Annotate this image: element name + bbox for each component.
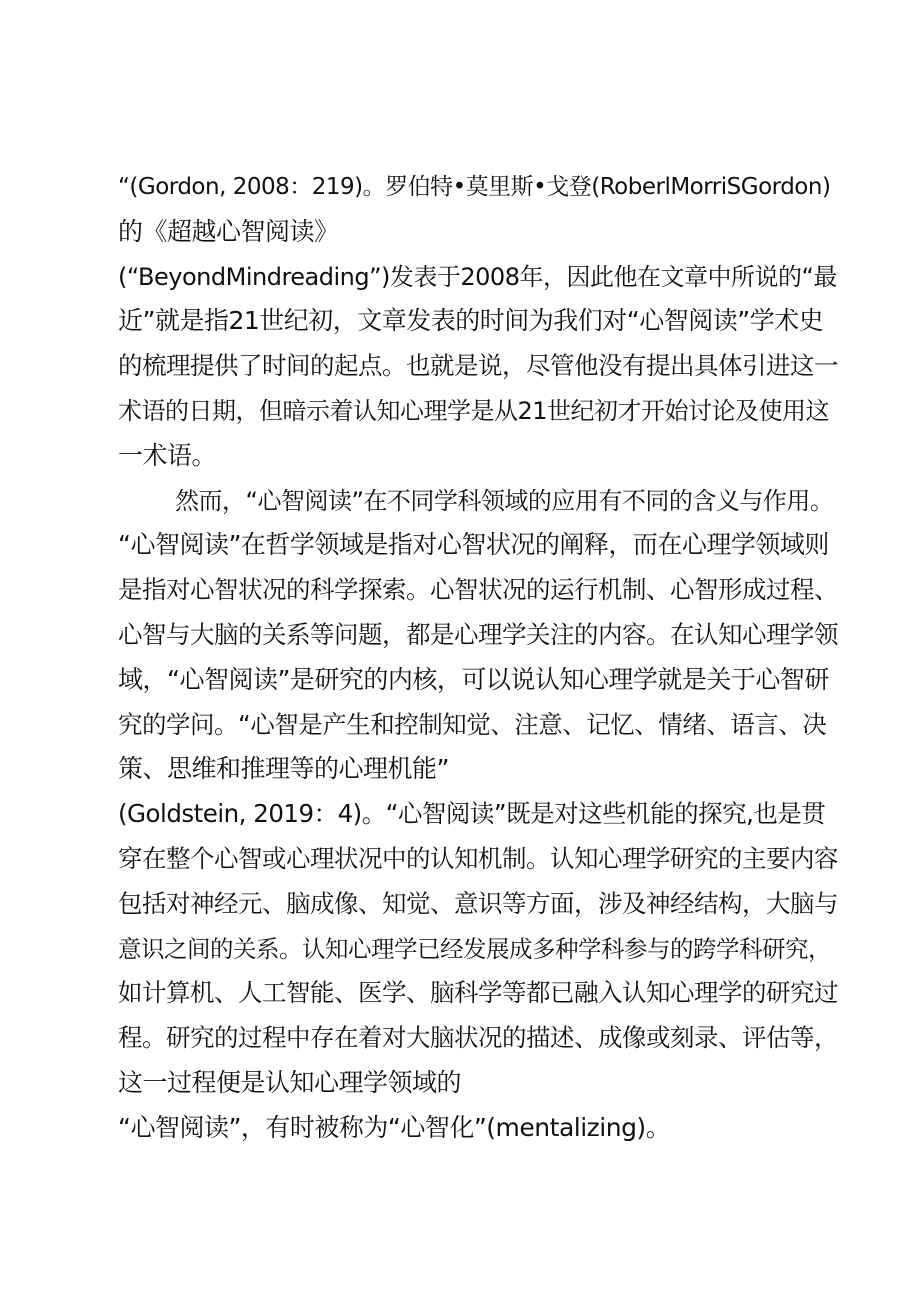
body-text [118, 165, 838, 1151]
text-line: 策、思维和推理等的心理机能” [118, 754, 449, 784]
text-line: 究的学问。“心智是产生和控制知觉、注意、记忆、情绪、语言、决 [118, 709, 827, 739]
text-line: 如计算机、人工智能、医学、脑科学等都已融入认知心理学的研究过 [118, 978, 838, 1008]
text-line: 术语的日期，但暗示着认知心理学是从21世纪初才开始讨论及使用这 [118, 396, 830, 425]
text-line: 的梳理提供了时间的起点。也就是说，尽管他没有提出具体引进这一 [118, 351, 838, 381]
text-line: 近”就是指21世纪初，文章发表的时间为我们对“心智阅读”学术史 [118, 306, 824, 336]
text-line: 域，“心智阅读”是研究的内核，可以说认知心理学就是关于心智研 [118, 664, 829, 694]
text-line: “心智阅读”，有时被称为“心智化”(mentalizing)。 [118, 1112, 671, 1142]
text-line: 意识之间的关系。认知心理学已经发展成多种学科参与的跨学科研究， [118, 934, 831, 963]
text-line: 这一过程便是认知心理学领域的 [118, 1067, 462, 1097]
text-line: 程。研究的过程中存在着对大脑状况的描述、成像或刻录、评估等， [118, 1023, 838, 1053]
text-line: (Goldstein, 2019：4)。“心智阅读”既是对这些机能的探究,也是贯 [118, 799, 826, 829]
text-line: 一术语。 [118, 440, 217, 470]
text-line: 然而，“心智阅读”在不同学科领域的应用有不同的含义与作用。 [118, 486, 834, 515]
text-line: “心智阅读”在哲学领域是指对心智状况的阐释，而在心理学领域则 [118, 530, 829, 560]
text-line: 的《超越心智阅读》 [118, 216, 339, 246]
text-line: 包括对神经元、脑成像、知觉、意识等方面，涉及神经结构，大脑与 [118, 888, 838, 918]
text-line: 是指对心智状况的科学探索。心智状况的运行机制、心智形成过程、 [118, 575, 838, 605]
text-line: (“BeyondMindreading”)发表于2008年，因此他在文章中所说的“最 [118, 262, 837, 291]
text-line: 心智与大脑的关系等问题，都是心理学关注的内容。在认知心理学领 [118, 619, 838, 649]
text-line: “(Gordon, 2008：219)。罗伯特•莫里斯•戈登(RoberlMorriSGordon) [118, 174, 831, 200]
text-line: 穿在整个心智或心理状况中的认知机制。认知心理学研究的主要内容 [118, 843, 838, 873]
